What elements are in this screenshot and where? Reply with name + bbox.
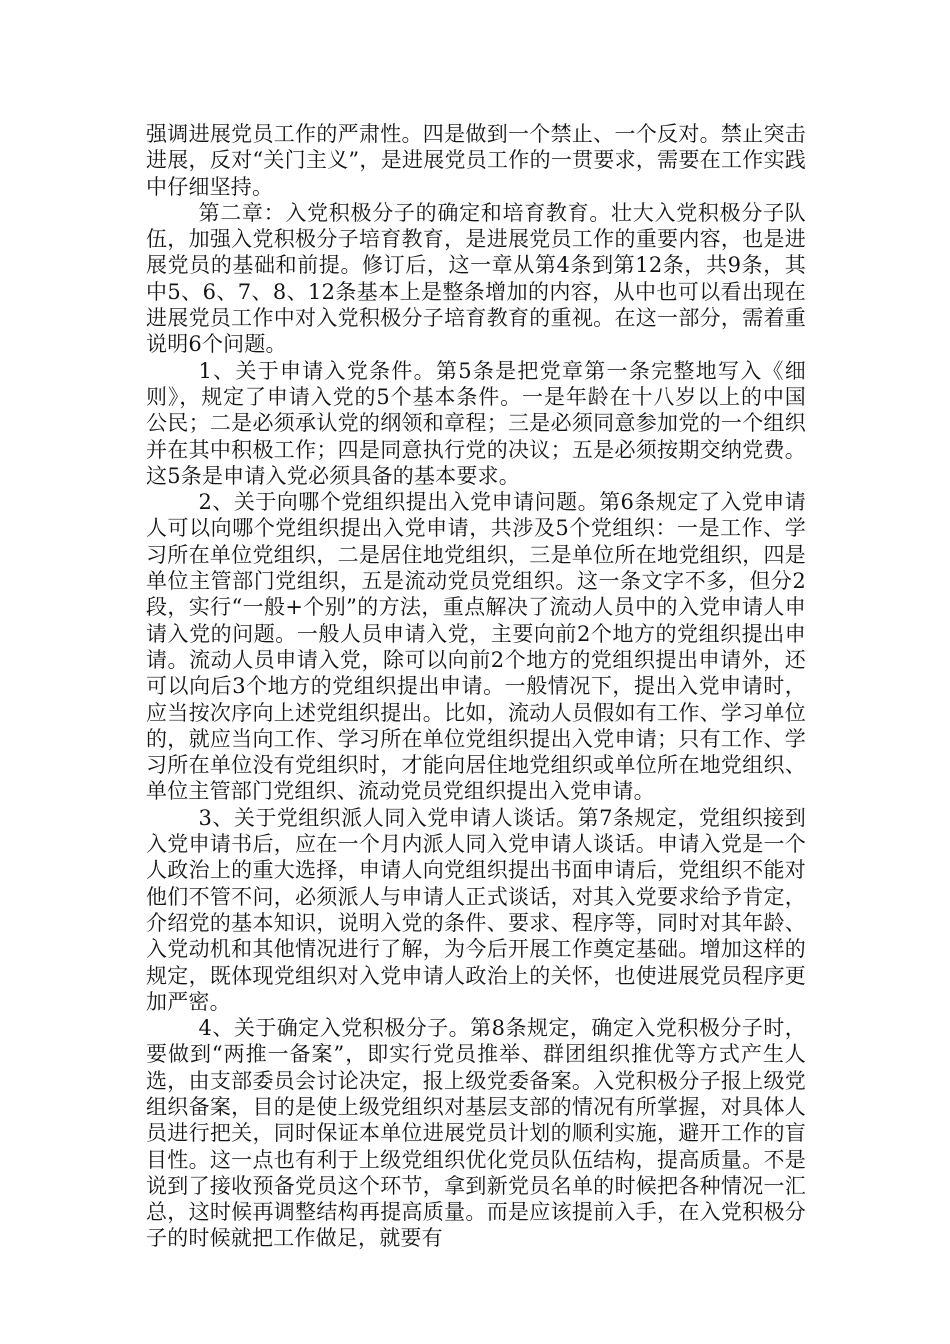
paragraph-item-4: 4、关于确定入党积极分子。第8条规定，确定入党积极分子时，要做到“两推一备案”，即实行党员推举、群团组织推优等方式产生人选，由支部委员会讨论决定，报上级党委备案。入党积极分子报上级党组织备案，目的是使上级党组织对基层支部的情况有所掌握，对具体人员进行把关，同时保证本单位进展党员计划的顺利实施，避开工作的盲目性。这一点也有利于上级党组织优化党员队伍结构，提高质量。不是说到了接收预备党员这个环节，拿到新党员名单的时候把各种情况一汇总，这时候再调整结构再提高质量。而是应该提前入手，在入党积极分子的时候就把工作做足，就要有 bbox=[146, 1016, 806, 1251]
paragraph-1: 强调进展党员工作的严肃性。四是做到一个禁止、一个反对。禁止突击进展，反对“关门主义”，是进展党员工作的一贯要求，需要在工作实践中仔细坚持。 bbox=[146, 122, 806, 199]
document-page bbox=[146, 121, 806, 1252]
paragraph-item-1: 1、关于申请入党条件。第5条是把党章第一条完整地写入《细则》，规定了申请入党的5个基本条件。一是年龄在十八岁以上的中国公民；二是必须承认党的纲领和章程；三是必须同意参加党的一个组织并在其中积极工作；四是同意执行党的决议；五是必须按期交纳党费。这5条是申请入党必须具备的基本要求。 bbox=[146, 358, 806, 488]
paragraph-chapter-2: 第二章：入党积极分子的确定和培育教育。壮大入党积极分子队伍，加强入党积极分子培育教育，是进展党员工作的重要内容，也是进展党员的基础和前提。修订后，这一章从第4条到第12条，共9条，其中5、6、7、8、12条基本上是整条增加的内容，从中也可以看出现在进展党员工作中对入党积极分子培育教育的重视。在这一部分，需着重说明6个问题。 bbox=[146, 200, 806, 357]
paragraph-item-3: 3、关于党组织派人同入党申请人谈话。第7条规定，党组织接到入党申请书后，应在一个月内派人同入党申请人谈话。申请入党是一个人政治上的重大选择，申请人向党组织提出书面申请后，党组织不能对他们不管不问，必须派人与申请人正式谈话，对其入党要求给予肯定，介绍党的基本知识，说明入党的条件、要求、程序等，同时对其年龄、入党动机和其他情况进行了解，为今后开展工作奠定基础。增加这样的规定，既体现党组织对入党申请人政治上的关怀，也使进展党员程序更加严密。 bbox=[146, 805, 806, 1014]
paragraph-item-2: 2、关于向哪个党组织提出入党申请问题。第6条规定了入党申请人可以向哪个党组织提出入党申请，共涉及5个党组织：一是工作、学习所在单位党组织，二是居住地党组织，三是单位所在地党组织，四是单位主管部门党组织，五是流动党员党组织。这一条文字不多，但分2段，实行“一般+个别”的方法，重点解决了流动人员中的入党申请人申请入党的问题。一般人员申请入党，主要向前2个地方的党组织提出申请。流动人员申请入党，除可以向前2个地方的党组织提出申请外，还可以向后3个地方的党组织提出申请。一般情况下，提出入党申请时，应当按次序向上述党组织提出。比如，流动人员假如有工作、学习单位的，就应当向工作、学习所在单位党组织提出入党申请；只有工作、学习所在单位没有党组织时，才能向居住地党组织或单位所在地党组织、单位主管部门党组织、流动党员党组织提出入党申请。 bbox=[146, 490, 806, 804]
